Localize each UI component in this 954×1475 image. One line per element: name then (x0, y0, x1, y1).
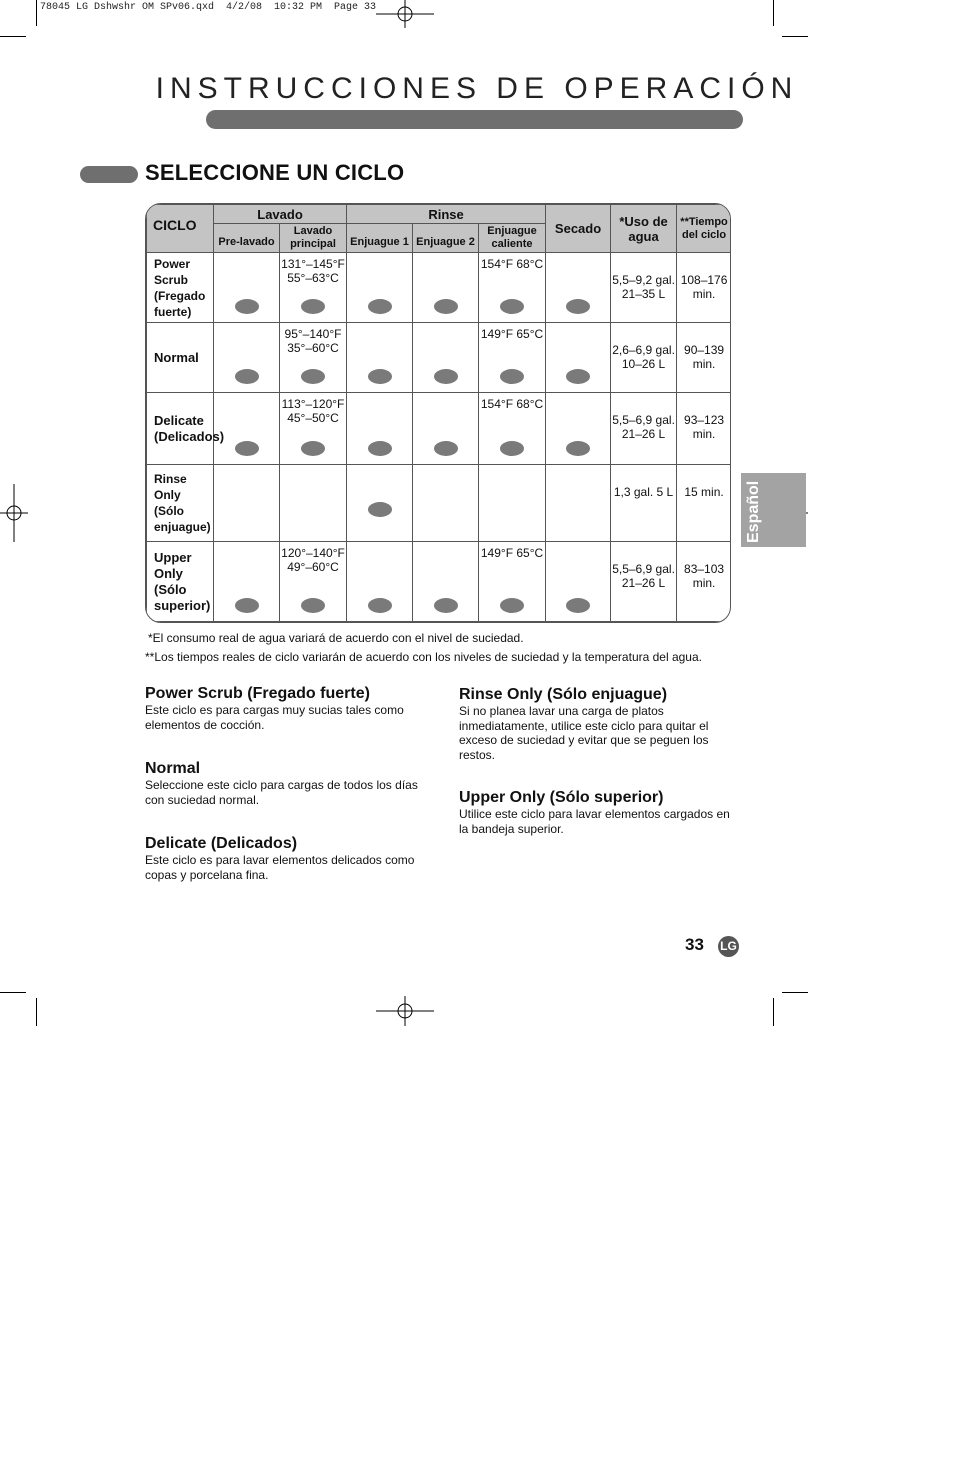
header-uso-agua: *Uso de agua (611, 205, 677, 253)
step-active-dot (500, 441, 524, 456)
enjuague-1-cell (347, 465, 413, 542)
desc-normal (145, 760, 435, 807)
step-active-dot (500, 369, 524, 384)
step-active-dot (235, 369, 259, 384)
uso-agua-cell: 2,6–6,9 gal. 10–26 L (611, 323, 677, 393)
registration-mark-icon (376, 996, 434, 1026)
pre-lavado-cell (214, 465, 280, 542)
header-enjuague-caliente: Enjuague caliente (479, 224, 546, 253)
crop-mark (773, 998, 774, 1026)
step-active-dot (301, 299, 325, 314)
step-active-dot (301, 598, 325, 613)
step-active-dot (500, 299, 524, 314)
lg-logo-icon: LG (718, 936, 739, 957)
header-secado: Secado (546, 205, 611, 253)
enjuague-2-cell (413, 323, 479, 393)
crop-mark (0, 992, 26, 993)
step-active-dot (368, 299, 392, 314)
step-active-dot (566, 441, 590, 456)
desc-title: Upper Only (Sólo superior) (459, 789, 664, 806)
crop-mark (0, 36, 26, 37)
desc-delicate (145, 835, 435, 882)
step-active-dot (368, 598, 392, 613)
section-title: SELECCIONE UN CICLO (145, 160, 405, 185)
crop-mark (782, 992, 808, 993)
enjuague-2-cell (413, 253, 479, 323)
crop-mark (36, 0, 37, 26)
enjuague-1-cell (347, 542, 413, 622)
desc-title: Delicate (Delicados) (145, 835, 298, 852)
enjuague-caliente-cell: 149°F 65°C (479, 323, 546, 393)
tiempo-cell: 93–123 min. (677, 393, 731, 465)
uso-agua-cell: 5,5–6,9 gal. 21–26 L (611, 393, 677, 465)
desc-text: Si no planea lavar una carga de platos inmediatamente, utilice este ciclo para quitar el exceso de suciedad y evitar que se peguen los restos. (459, 704, 709, 762)
lavado-principal-cell: 113°–120°F 45°–50°C (280, 393, 347, 465)
row-cycle-name: Delicate (Delicados) (147, 393, 214, 465)
desc-title: Power Scrub (Fregado fuerte) (145, 685, 370, 702)
enjuague-caliente-cell: 154°F 68°C (479, 253, 546, 323)
header-rinse: Rinse (347, 205, 546, 224)
step-active-dot (301, 441, 325, 456)
registration-mark-icon (376, 0, 434, 28)
table-row (147, 253, 732, 323)
desc-upper-only (459, 789, 734, 836)
pre-lavado-cell (214, 542, 280, 622)
lavado-principal-cell: 120°–140°F 49°–60°C (280, 542, 347, 622)
language-tab (741, 473, 806, 547)
desc-power-scrub (145, 685, 435, 732)
desc-text: Utilice este ciclo para lavar elementos cargados en la bandeja superior. (459, 807, 730, 836)
step-active-dot (368, 441, 392, 456)
crop-mark (36, 998, 37, 1026)
desc-title: Normal (145, 760, 201, 777)
enjuague-caliente-cell: 149°F 65°C (479, 542, 546, 622)
enjuague-2-cell (413, 465, 479, 542)
page-title: INSTRUCCIONES DE OPERACIÓN (155, 72, 799, 105)
enjuague-caliente-cell: 154°F 68°C (479, 393, 546, 465)
lavado-principal-cell: 95°–140°F 35°–60°C (280, 323, 347, 393)
enjuague-1-cell (347, 253, 413, 323)
enjuague-2-cell (413, 393, 479, 465)
desc-title: Rinse Only (Sólo enjuague) (459, 686, 668, 703)
header-pre-lavado: Pre-lavado (214, 224, 280, 253)
step-active-dot (500, 598, 524, 613)
uso-agua-cell: 5,5–6,9 gal. 21–26 L (611, 542, 677, 622)
tiempo-cell: 108–176 min. (677, 253, 731, 323)
header-lavado: Lavado (214, 205, 347, 224)
step-active-dot (566, 598, 590, 613)
header-enjuague-2: Enjuague 2 (413, 224, 479, 253)
step-active-dot (566, 369, 590, 384)
secado-cell (546, 465, 611, 542)
title-rule-bar (206, 110, 743, 129)
section-pill-marker (80, 166, 138, 183)
enjuague-1-cell (347, 323, 413, 393)
step-active-dot (368, 369, 392, 384)
uso-agua-cell: 1,3 gal. 5 L (611, 465, 677, 542)
header-ciclo: CICLO (147, 205, 214, 253)
file-slug-line: 78045 LG Dshwshr OM SPv06.qxd 4/2/08 10:32 PM Page 33 (40, 2, 377, 13)
enjuague-1-cell (347, 393, 413, 465)
tiempo-cell: 15 min. (677, 465, 731, 542)
secado-cell (546, 542, 611, 622)
step-active-dot (301, 369, 325, 384)
row-cycle-name: Rinse Only (Sólo enjuague) (147, 465, 214, 542)
step-active-dot (434, 441, 458, 456)
lavado-principal-cell: 131°–145°F 55°–63°C (280, 253, 347, 323)
header-enjuague-1: Enjuague 1 (347, 224, 413, 253)
tiempo-cell: 83–103 min. (677, 542, 731, 622)
crop-mark (782, 36, 808, 37)
table-row (147, 542, 732, 622)
pre-lavado-cell (214, 393, 280, 465)
secado-cell (546, 323, 611, 393)
pre-lavado-cell (214, 253, 280, 323)
step-active-dot (434, 299, 458, 314)
enjuague-caliente-cell (479, 465, 546, 542)
table-row (147, 465, 732, 542)
registration-mark-icon (0, 484, 28, 542)
desc-text: Seleccione este ciclo para cargas de todos los días con suciedad normal. (145, 778, 418, 807)
desc-text: Este ciclo es para cargas muy sucias tales como elementos de cocción. (145, 703, 404, 732)
step-active-dot (235, 441, 259, 456)
cycle-table (145, 203, 731, 623)
step-active-dot (235, 598, 259, 613)
row-cycle-name: Upper Only (Sólo superior) (147, 542, 214, 622)
step-active-dot (434, 598, 458, 613)
desc-rinse-only (459, 686, 734, 762)
language-tab-label: Español (745, 480, 762, 543)
desc-text: Este ciclo es para lavar elementos delicados como copas y porcelana fina. (145, 853, 415, 882)
page-number: 33 (685, 935, 704, 954)
footnote-time: **Los tiempos reales de ciclo variarán de acuerdo con los niveles de suciedad y la temperatura del agua. (145, 650, 702, 664)
step-active-dot (566, 299, 590, 314)
header-tiempo: **Tiempo del ciclo (677, 205, 731, 253)
step-active-dot (434, 369, 458, 384)
secado-cell (546, 393, 611, 465)
lavado-principal-cell (280, 465, 347, 542)
secado-cell (546, 253, 611, 323)
pre-lavado-cell (214, 323, 280, 393)
step-active-dot (368, 502, 392, 517)
row-cycle-name: Normal (147, 323, 214, 393)
table-row (147, 323, 732, 393)
footnote-water: *El consumo real de agua variará de acuerdo con el nivel de suciedad. (148, 631, 524, 645)
step-active-dot (235, 299, 259, 314)
uso-agua-cell: 5,5–9,2 gal. 21–35 L (611, 253, 677, 323)
row-cycle-name: Power Scrub (Fregado fuerte) (147, 253, 214, 323)
tiempo-cell: 90–139 min. (677, 323, 731, 393)
table-row (147, 393, 732, 465)
header-lavado-principal: Lavado principal (280, 224, 347, 253)
crop-mark (773, 0, 774, 26)
enjuague-2-cell (413, 542, 479, 622)
